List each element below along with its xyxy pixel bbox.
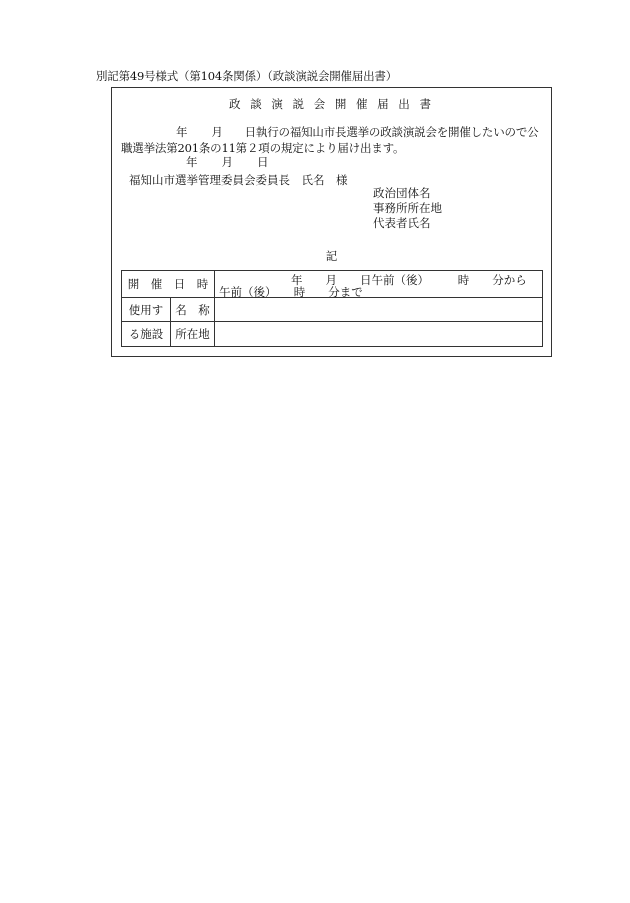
- body-line1-rest: 日執行の福知山市長選挙の政談演説会を開催したいので公: [244, 125, 539, 139]
- facility-address-label: 所在地: [171, 322, 215, 347]
- date-line: [186, 154, 269, 170]
- form-caption: 別記第49号様式（第104条関係）（政談演説会開催届出書）: [96, 69, 398, 83]
- details-table: [121, 270, 543, 347]
- facility-label-top: 使用す: [122, 298, 171, 322]
- sender-block: [373, 186, 442, 231]
- facility-name-value: [215, 298, 543, 322]
- table-row-facility-address: [122, 322, 543, 347]
- body-paragraph: [121, 124, 546, 156]
- ki-heading: 記: [325, 249, 338, 263]
- sender-org-label: 政治団体名: [373, 186, 431, 200]
- sender-rep-label: 代表者氏名: [373, 216, 431, 230]
- addressee-line: 福知山市選挙管理委員会委員長 氏名 様: [129, 173, 348, 187]
- date-day: 日: [257, 155, 269, 169]
- body-month: 月: [211, 125, 223, 139]
- body-year: 年: [176, 125, 188, 139]
- sender-office-label: 事務所所在地: [373, 201, 442, 215]
- table-row-facility-name: [122, 298, 543, 322]
- form-box: [111, 87, 552, 357]
- datetime-label: 開 催 日 時: [122, 271, 215, 298]
- datetime-from-line: 年 月 日午前（後） 時 分から: [291, 273, 527, 287]
- datetime-to-line: 午前（後） 時 分まで: [219, 285, 363, 299]
- facility-address-value: [215, 322, 543, 347]
- facility-name-label: 名 称: [171, 298, 215, 322]
- datetime-value-cell: [215, 271, 543, 298]
- document-title: 政 談 演 説 会 開 催 届 出 書: [229, 97, 434, 111]
- date-year: 年: [186, 155, 198, 169]
- date-month: 月: [221, 155, 233, 169]
- body-line2: 職選挙法第201条の11第２項の規定により届け出ます。: [121, 141, 405, 155]
- facility-label-bottom: る施設: [122, 322, 171, 347]
- table-row-datetime: [122, 271, 543, 298]
